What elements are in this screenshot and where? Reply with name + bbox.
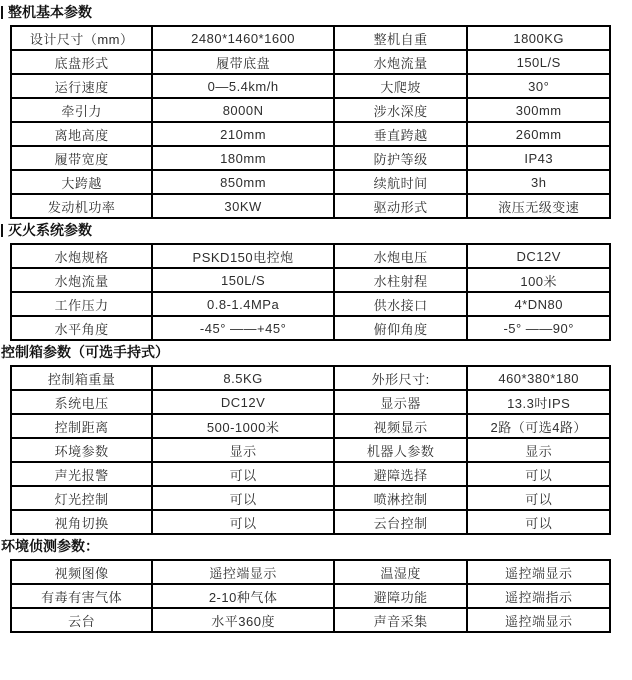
param-value-cell: -45° ——+45°	[152, 316, 333, 340]
spec-table	[10, 365, 611, 535]
param-label-cell: 云台	[11, 608, 152, 632]
table-row	[11, 438, 610, 462]
param-value-cell: -5° ——90°	[467, 316, 610, 340]
param-label-cell: 声光报警	[11, 462, 152, 486]
param-label-cell: 声音采集	[334, 608, 468, 632]
param-value-cell: 460*380*180	[467, 366, 610, 390]
param-value-cell: 遥控端显示	[467, 560, 610, 584]
param-label-cell: 驱动形式	[334, 194, 468, 218]
param-label-cell: 底盘形式	[11, 50, 152, 74]
title-bar-icon	[1, 6, 3, 19]
table-row	[11, 122, 610, 146]
param-label-cell: 有毒有害气体	[11, 584, 152, 608]
section-title	[1, 4, 632, 21]
table-row	[11, 560, 610, 584]
param-value-cell: 2路（可选4路）	[467, 414, 610, 438]
param-label-cell: 灯光控制	[11, 486, 152, 510]
param-label-cell: 控制箱重量	[11, 366, 152, 390]
param-label-cell: 俯仰角度	[334, 316, 468, 340]
table-row	[11, 146, 610, 170]
param-value-cell: 8.5KG	[152, 366, 333, 390]
param-label-cell: 续航时间	[334, 170, 468, 194]
param-label-cell: 离地高度	[11, 122, 152, 146]
param-label-cell: 水炮规格	[11, 244, 152, 268]
param-value-cell: 8000N	[152, 98, 333, 122]
param-label-cell: 云台控制	[334, 510, 468, 534]
param-value-cell: 可以	[152, 462, 333, 486]
spec-section	[0, 4, 632, 219]
spec-table	[10, 559, 611, 633]
section-title-text: 整机基本参数	[8, 4, 92, 20]
param-value-cell: 210mm	[152, 122, 333, 146]
param-value-cell: 可以	[467, 486, 610, 510]
param-label-cell: 供水接口	[334, 292, 468, 316]
param-value-cell: 3h	[467, 170, 610, 194]
param-value-cell: 30KW	[152, 194, 333, 218]
param-label-cell: 水柱射程	[334, 268, 468, 292]
param-value-cell: 150L/S	[152, 268, 333, 292]
param-label-cell: 防护等级	[334, 146, 468, 170]
param-label-cell: 环境参数	[11, 438, 152, 462]
section-title-text: 环境侦测参数：	[1, 538, 99, 554]
param-label-cell: 显示器	[334, 390, 468, 414]
table-row	[11, 194, 610, 218]
param-value-cell: 1800KG	[467, 26, 610, 50]
table-row	[11, 510, 610, 534]
table-row	[11, 390, 610, 414]
param-label-cell: 履带宽度	[11, 146, 152, 170]
title-bar-icon	[1, 224, 3, 237]
param-value-cell: 260mm	[467, 122, 610, 146]
table-row	[11, 292, 610, 316]
param-value-cell: 可以	[152, 486, 333, 510]
spec-sections-container	[0, 4, 632, 633]
param-label-cell: 大跨越	[11, 170, 152, 194]
param-value-cell: 0.8-1.4MPa	[152, 292, 333, 316]
param-value-cell: PSKD150电控炮	[152, 244, 333, 268]
param-value-cell: 遥控端显示	[152, 560, 333, 584]
param-label-cell: 视频显示	[334, 414, 468, 438]
param-value-cell: 履带底盘	[152, 50, 333, 74]
param-value-cell: 2-10种气体	[152, 584, 333, 608]
param-label-cell: 大爬坡	[334, 74, 468, 98]
table-row	[11, 486, 610, 510]
param-label-cell: 垂直跨越	[334, 122, 468, 146]
param-value-cell: 水平360度	[152, 608, 333, 632]
param-value-cell: 显示	[467, 438, 610, 462]
param-value-cell: 可以	[467, 462, 610, 486]
param-label-cell: 设计尺寸（mm）	[11, 26, 152, 50]
param-value-cell: IP43	[467, 146, 610, 170]
table-row	[11, 584, 610, 608]
param-label-cell: 运行速度	[11, 74, 152, 98]
section-title	[1, 538, 632, 555]
param-value-cell: 500-1000米	[152, 414, 333, 438]
param-label-cell: 水炮流量	[334, 50, 468, 74]
spec-table	[10, 243, 611, 341]
param-label-cell: 外形尺寸:	[334, 366, 468, 390]
param-value-cell: 可以	[467, 510, 610, 534]
param-value-cell: 850mm	[152, 170, 333, 194]
param-label-cell: 避障选择	[334, 462, 468, 486]
param-label-cell: 避障功能	[334, 584, 468, 608]
spec-table	[10, 25, 611, 219]
param-value-cell: 0—5.4km/h	[152, 74, 333, 98]
param-label-cell: 整机自重	[334, 26, 468, 50]
table-row	[11, 366, 610, 390]
param-value-cell: 150L/S	[467, 50, 610, 74]
spec-section	[0, 538, 632, 633]
section-title-text: 控制箱参数（可选手持式）	[1, 344, 169, 360]
table-row	[11, 316, 610, 340]
param-label-cell: 系统电压	[11, 390, 152, 414]
param-value-cell: 180mm	[152, 146, 333, 170]
table-row	[11, 98, 610, 122]
param-value-cell: 4*DN80	[467, 292, 610, 316]
param-label-cell: 水平角度	[11, 316, 152, 340]
table-row	[11, 26, 610, 50]
param-label-cell: 视频图像	[11, 560, 152, 584]
table-row	[11, 414, 610, 438]
param-value-cell: 遥控端指示	[467, 584, 610, 608]
param-value-cell: 13.3吋IPS	[467, 390, 610, 414]
param-value-cell: 300mm	[467, 98, 610, 122]
param-label-cell: 喷淋控制	[334, 486, 468, 510]
param-value-cell: DC12V	[467, 244, 610, 268]
section-title-text: 灭火系统参数	[8, 222, 92, 238]
param-label-cell: 温湿度	[334, 560, 468, 584]
param-label-cell: 牵引力	[11, 98, 152, 122]
param-value-cell: 液压无级变速	[467, 194, 610, 218]
section-title	[1, 344, 632, 361]
section-title	[1, 222, 632, 239]
table-row	[11, 244, 610, 268]
param-value-cell: 可以	[152, 510, 333, 534]
param-label-cell: 工作压力	[11, 292, 152, 316]
table-row	[11, 170, 610, 194]
param-value-cell: DC12V	[152, 390, 333, 414]
table-row	[11, 50, 610, 74]
table-row	[11, 268, 610, 292]
param-label-cell: 发动机功率	[11, 194, 152, 218]
table-row	[11, 608, 610, 632]
param-label-cell: 水炮流量	[11, 268, 152, 292]
param-label-cell: 水炮电压	[334, 244, 468, 268]
param-value-cell: 遥控端显示	[467, 608, 610, 632]
spec-section	[0, 344, 632, 535]
param-value-cell: 2480*1460*1600	[152, 26, 333, 50]
param-value-cell: 显示	[152, 438, 333, 462]
table-row	[11, 462, 610, 486]
spec-section	[0, 222, 632, 341]
param-label-cell: 控制距离	[11, 414, 152, 438]
param-label-cell: 涉水深度	[334, 98, 468, 122]
param-label-cell: 视角切换	[11, 510, 152, 534]
table-row	[11, 74, 610, 98]
param-label-cell: 机器人参数	[334, 438, 468, 462]
param-value-cell: 100米	[467, 268, 610, 292]
param-value-cell: 30°	[467, 74, 610, 98]
